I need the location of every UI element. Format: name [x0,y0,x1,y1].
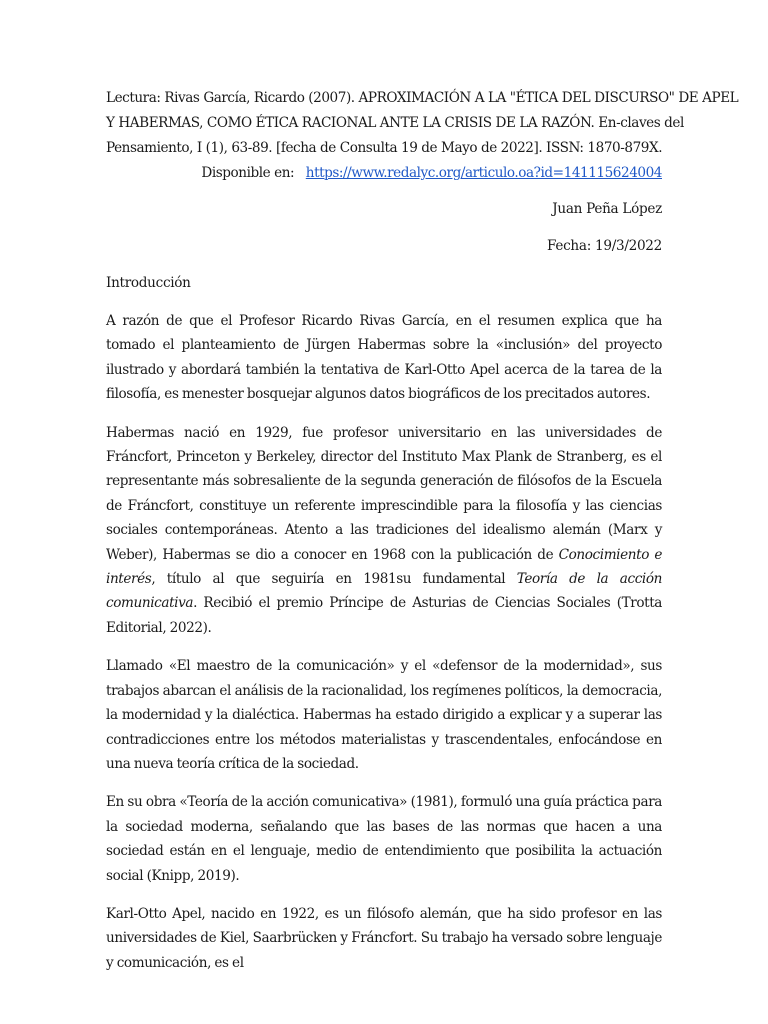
paragraph-5: Karl-Otto Apel, nacido en 1922, es un filósofo alemán, que ha sido profesor en las universidades de Kiel, Saarbrücken y Fráncfort. Su trabajo ha versado sobre lenguaje y comunicación, es el [106,905,662,971]
reference-block [106,86,739,186]
paragraph-2-text-a: Habermas nació en 1929, fue profesor universitario en las universidades de Fráncfort, Princeton y Berkeley, director del Instituto Max Plank de Stranberg, es el representante más sobresaliente de la segunda generación de filósofos de la Escuela de Fráncfort, constituye un referente imprescindible para la filosofía y las ciencias sociales contemporáneas. Atento a las tradiciones del idealismo alemán (Marx y Weber), Habermas se dio a conocer en 1968 con la publicación de [106,424,662,563]
available-label: Disponible en: [201,165,295,181]
section-title: Introducción [106,275,191,291]
book-title-2: Teoría de la acción comunicativa [106,571,662,612]
paragraph-2 [106,421,662,641]
reference-line-3: Pensamiento, I (1), 63-89. [fecha de Consulta 19 de Mayo de 2022]. ISSN: 1870-879X. [106,140,663,156]
reference-link[interactable]: https://www.redalyc.org/articulo.oa?id=141115624004 [305,165,662,181]
paragraph-1: A razón de que el Profesor Ricardo Rivas García, en el resumen explica que ha tomado el planteamiento de Jürgen Habermas sobre la «inclusión» del proyecto ilustrado y abordará también la tentativa de Karl-Otto Apel acerca de la tarea de la filosofía, es menester bosquejar algunos datos biográficos de los precitados autores. [106,313,662,403]
book-title-1: Conocimiento e interés [106,546,663,588]
paragraph-3: Llamado «El maestro de la comunicación» y el «defensor de la modernidad», sus trabajos abarcan el análisis de la racionalidad, los regímenes políticos, la democracia, la modernidad y la dialéctica. Habermas ha estado dirigido a explicar y a superar las contradicciones entre los métodos materialistas y trascendentales, enfocándose en una nueva teoría crítica de la sociedad. [106,658,662,772]
reference-availability [106,161,662,186]
paragraph-2-text-c: . Recibió el premio Príncipe de Asturias de Ciencias Sociales (Trotta Editorial, 2022). [106,595,662,636]
paragraph-2-text-b: , título al que seguiría en 1981su fundamental [151,571,517,588]
author-name: Juan Peña López [552,201,662,217]
reference-line-1: Lectura: Rivas García, Ricardo (2007). APROXIMACIÓN A LA "ÉTICA DEL DISCURSO" DE APEL [106,90,739,106]
document-date: Fecha: 19/3/2022 [546,238,662,254]
reference-line-2: Y HABERMAS, COMO ÉTICA RACIONAL ANTE LA CRISIS DE LA RAZÓN. En-claves del [106,115,684,131]
paragraph-4: En su obra «Teoría de la acción comunicativa» (1981), formuló una guía práctica para la sociedad moderna, señalando que las bases de las normas que hacen a una sociedad están en el lenguaje, medio de entendimiento que posibilita la actuación social (Knipp, 2019). [106,794,662,884]
